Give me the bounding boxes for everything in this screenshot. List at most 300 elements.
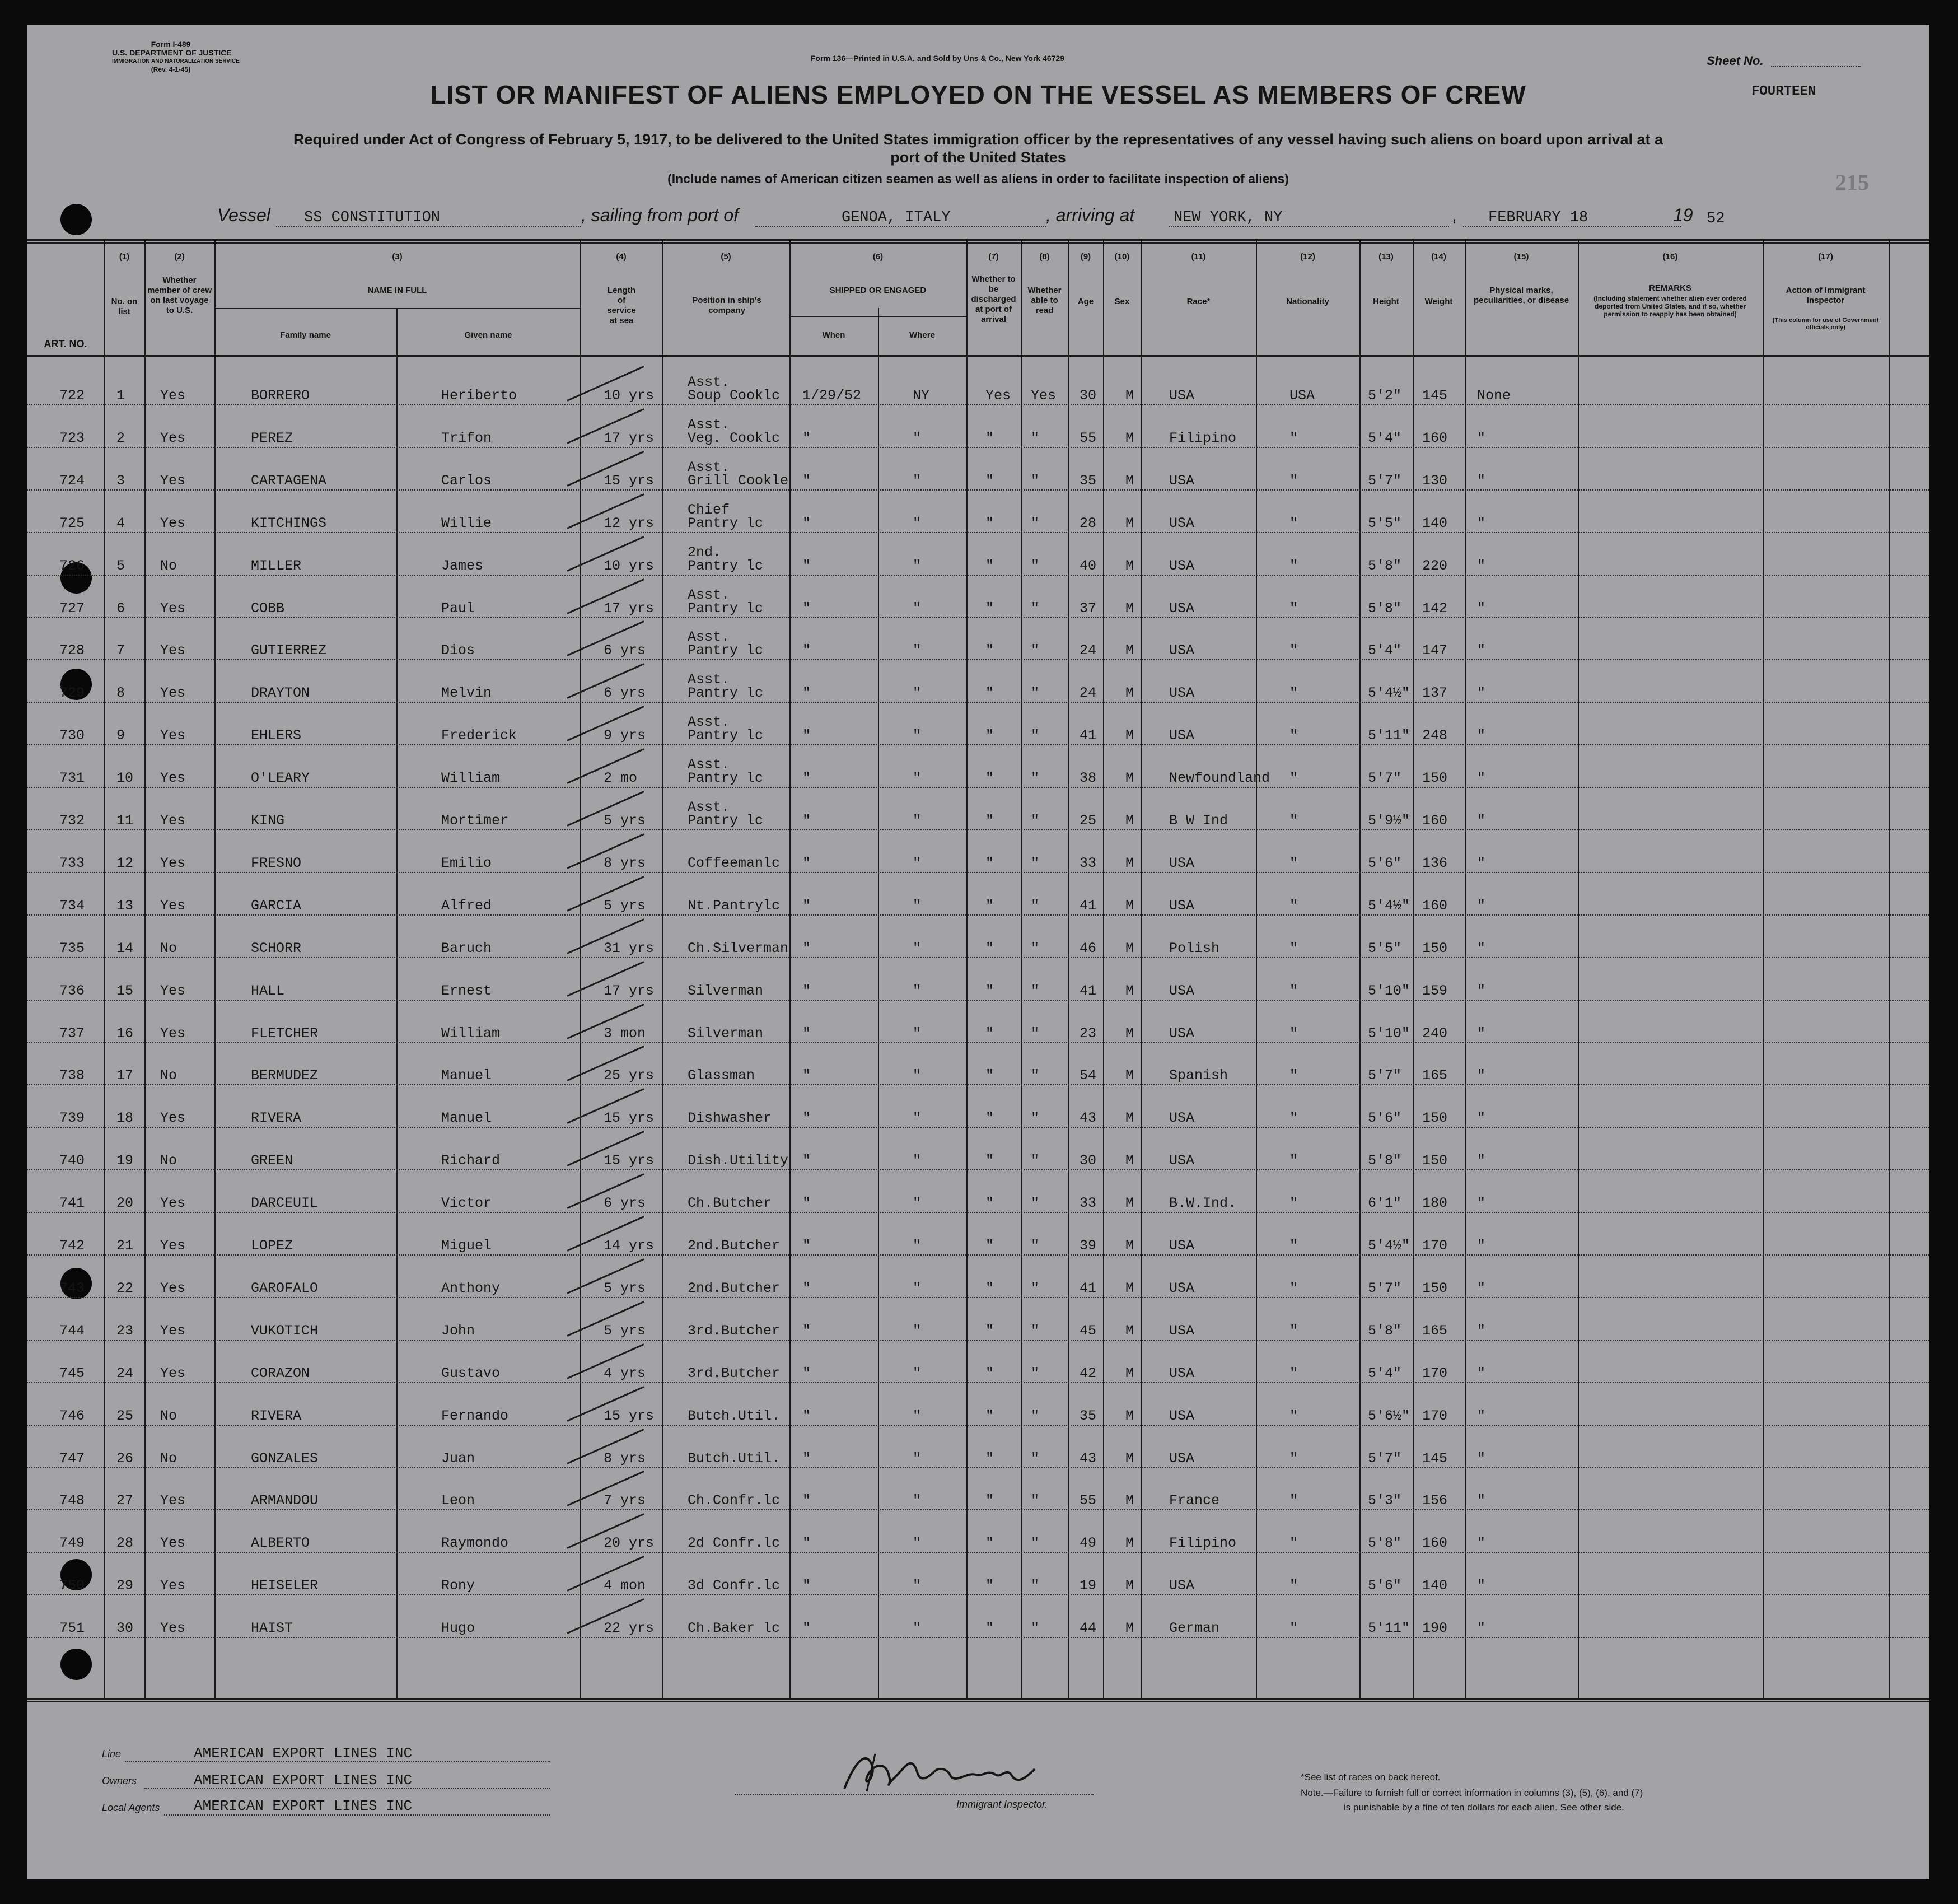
weight-cell: 190 bbox=[1422, 1620, 1448, 1637]
sex-cell: M bbox=[1125, 1620, 1134, 1637]
art-no-cell: 750 bbox=[59, 1578, 85, 1594]
height-cell: 5'5" bbox=[1368, 940, 1402, 956]
nationality-cell: " bbox=[1289, 897, 1298, 914]
weight-cell: 180 bbox=[1422, 1195, 1448, 1212]
last-voyage-cell: Yes bbox=[160, 1195, 186, 1212]
service-cell: 4 yrs bbox=[604, 1365, 646, 1382]
sex-cell: M bbox=[1125, 1322, 1134, 1339]
given-name-cell: Paul bbox=[441, 600, 475, 617]
punch-hole bbox=[60, 204, 92, 235]
sex-cell: M bbox=[1125, 1578, 1134, 1594]
row-rule bbox=[27, 1594, 1929, 1595]
weight-cell: 136 bbox=[1422, 855, 1448, 871]
service-cell: 5 yrs bbox=[604, 813, 646, 829]
physical-marks-cell: " bbox=[1477, 1578, 1486, 1594]
physical-marks-cell: " bbox=[1477, 727, 1486, 744]
given-name-cell: Leon bbox=[441, 1492, 475, 1509]
row-rule bbox=[27, 702, 1929, 703]
col-14-num: (14) bbox=[1431, 252, 1446, 262]
age-cell: 23 bbox=[1080, 1025, 1097, 1042]
height-cell: 5'8" bbox=[1368, 600, 1402, 617]
physical-marks-cell: " bbox=[1477, 1025, 1486, 1042]
row-rule bbox=[27, 1340, 1929, 1341]
shipped-when-cell: " bbox=[802, 1322, 811, 1339]
discharged-cell: " bbox=[985, 600, 994, 617]
col-16-num: (16) bbox=[1662, 252, 1678, 262]
able-to-read-cell: " bbox=[1031, 557, 1040, 574]
nationality-cell: " bbox=[1289, 1152, 1298, 1169]
given-name-cell: Richard bbox=[441, 1152, 501, 1169]
list-no-cell: 22 bbox=[116, 1280, 134, 1296]
row-rule bbox=[27, 1000, 1929, 1001]
last-voyage-cell: No bbox=[160, 1450, 177, 1467]
table-row bbox=[27, 630, 1929, 673]
nationality-cell: " bbox=[1289, 770, 1298, 787]
nationality-cell: " bbox=[1289, 472, 1298, 489]
race-cell: USA bbox=[1169, 727, 1195, 744]
table-row bbox=[27, 1140, 1929, 1183]
shipped-where-cell: " bbox=[913, 855, 922, 871]
physical-marks-cell: " bbox=[1477, 1365, 1486, 1382]
position-line2-cell: Ch.Silverman bbox=[688, 940, 789, 956]
height-cell: 5'7" bbox=[1368, 472, 1402, 489]
given-name-cell: Ernest bbox=[441, 982, 492, 999]
sex-cell: M bbox=[1125, 982, 1134, 999]
row-rule bbox=[27, 1254, 1929, 1256]
art-no-cell: 740 bbox=[59, 1152, 85, 1169]
col-13-header: Height bbox=[1373, 297, 1399, 306]
position-line2-cell: Silverman bbox=[688, 982, 764, 999]
service-cell: 17 yrs bbox=[604, 430, 655, 446]
race-cell: USA bbox=[1169, 388, 1195, 404]
position-line1-cell: Asst. bbox=[688, 799, 730, 815]
position-line2-cell: Ch.Butcher bbox=[688, 1195, 772, 1212]
discharged-cell: " bbox=[985, 1025, 994, 1042]
position-line2-cell: Pantry lc bbox=[688, 642, 764, 659]
race-cell: German bbox=[1169, 1620, 1220, 1637]
race-cell: Filipino bbox=[1169, 1535, 1237, 1552]
weight-cell: 130 bbox=[1422, 472, 1448, 489]
physical-marks-cell: None bbox=[1477, 388, 1511, 404]
col-4-header: Length of service at sea bbox=[607, 286, 636, 325]
col-15-header: Physical marks, peculiarities, or disease bbox=[1473, 286, 1569, 305]
col-6a-header: When bbox=[822, 330, 845, 340]
nationality-cell: " bbox=[1289, 1195, 1298, 1212]
physical-marks-cell: " bbox=[1477, 897, 1486, 914]
sex-cell: M bbox=[1125, 855, 1134, 871]
list-no-cell: 14 bbox=[116, 940, 134, 956]
family-name-cell: VUKOTICH bbox=[251, 1322, 319, 1339]
sheet-number: FOURTEEN bbox=[1751, 84, 1816, 99]
service-cell: 17 yrs bbox=[604, 600, 655, 617]
able-to-read-cell: " bbox=[1031, 1280, 1040, 1296]
race-cell: France bbox=[1169, 1492, 1220, 1509]
given-name-cell: Emilio bbox=[441, 855, 492, 871]
note-penalty-2: is punishable by a fine of ten dollars for each alien. See other side. bbox=[1344, 1802, 1624, 1813]
sailing-label: , sailing from port of bbox=[581, 205, 739, 225]
race-cell: USA bbox=[1169, 557, 1195, 574]
position-line2-cell: Butch.Util. bbox=[688, 1450, 781, 1467]
art-no-cell: 741 bbox=[59, 1195, 85, 1212]
height-cell: 5'8" bbox=[1368, 1322, 1402, 1339]
shipped-where-cell: " bbox=[913, 1578, 922, 1594]
race-cell: USA bbox=[1169, 897, 1195, 914]
able-to-read-cell: " bbox=[1031, 1195, 1040, 1212]
weight-cell: 150 bbox=[1422, 1152, 1448, 1169]
shipped-when-cell: " bbox=[802, 685, 811, 702]
shipped-when-cell: " bbox=[802, 982, 811, 999]
row-rule bbox=[27, 1467, 1929, 1468]
family-name-cell: DARCEUIL bbox=[251, 1195, 319, 1212]
agents-value: AMERICAN EXPORT LINES INC bbox=[194, 1798, 413, 1814]
position-line1-cell: Asst. bbox=[688, 714, 730, 731]
art-no-cell: 736 bbox=[59, 982, 85, 999]
given-name-cell: Frederick bbox=[441, 727, 517, 744]
shipped-where-cell: " bbox=[913, 1152, 922, 1169]
age-cell: 30 bbox=[1080, 1152, 1097, 1169]
physical-marks-cell: " bbox=[1477, 1535, 1486, 1552]
shipped-where-cell: " bbox=[913, 515, 922, 531]
discharged-cell: " bbox=[985, 770, 994, 787]
position-line2-cell: 2d Confr.lc bbox=[688, 1535, 781, 1552]
nationality-cell: " bbox=[1289, 940, 1298, 956]
shipped-where-cell: " bbox=[913, 1280, 922, 1296]
family-name-cell: ALBERTO bbox=[251, 1535, 310, 1552]
art-no-cell: 730 bbox=[59, 727, 85, 744]
shipped-when-cell: " bbox=[802, 557, 811, 574]
service-cell: 6 yrs bbox=[604, 1195, 646, 1212]
sex-cell: M bbox=[1125, 1152, 1134, 1169]
table-row bbox=[27, 460, 1929, 503]
shipped-when-cell: " bbox=[802, 1110, 811, 1127]
table-row bbox=[27, 418, 1929, 460]
race-cell: USA bbox=[1169, 685, 1195, 702]
family-name-cell: GREEN bbox=[251, 1152, 293, 1169]
height-cell: 5'4" bbox=[1368, 1365, 1402, 1382]
weight-cell: 160 bbox=[1422, 813, 1448, 829]
weight-cell: 147 bbox=[1422, 642, 1448, 659]
line-label: Line bbox=[102, 1748, 122, 1760]
race-cell: Filipino bbox=[1169, 430, 1237, 446]
height-cell: 5'7" bbox=[1368, 1280, 1402, 1296]
sex-cell: M bbox=[1125, 388, 1134, 404]
list-no-cell: 6 bbox=[116, 600, 125, 617]
shipped-where-cell: " bbox=[913, 1450, 922, 1467]
shipped-when-cell: " bbox=[802, 600, 811, 617]
position-line1-cell: Chief bbox=[688, 501, 730, 518]
position-line2-cell: Pantry lc bbox=[688, 515, 764, 531]
shipped-when-cell: " bbox=[802, 1578, 811, 1594]
discharged-cell: " bbox=[985, 1067, 994, 1084]
shipped-subheader-rule bbox=[789, 316, 966, 317]
nationality-cell: " bbox=[1289, 1322, 1298, 1339]
service-cell: 7 yrs bbox=[604, 1492, 646, 1509]
height-cell: 5'4" bbox=[1368, 430, 1402, 446]
discharged-cell: " bbox=[985, 1407, 994, 1424]
height-cell: 5'8" bbox=[1368, 557, 1402, 574]
col-17-note: (This column for use of Government officials only) bbox=[1772, 317, 1879, 331]
physical-marks-cell: " bbox=[1477, 600, 1486, 617]
race-cell: USA bbox=[1169, 515, 1195, 531]
race-cell: USA bbox=[1169, 1322, 1195, 1339]
last-voyage-cell: No bbox=[160, 1152, 177, 1169]
family-name-cell: GARCIA bbox=[251, 897, 302, 914]
position-line2-cell: 3rd.Butcher bbox=[688, 1365, 781, 1382]
department: U.S. DEPARTMENT OF JUSTICE bbox=[112, 48, 232, 57]
art-no-cell: 726 bbox=[59, 557, 85, 574]
given-name-cell: Raymondo bbox=[441, 1535, 509, 1552]
discharged-cell: " bbox=[985, 940, 994, 956]
discharged-cell: " bbox=[985, 1365, 994, 1382]
last-voyage-cell: Yes bbox=[160, 430, 186, 446]
able-to-read-cell: " bbox=[1031, 1238, 1040, 1254]
family-name-cell: FLETCHER bbox=[251, 1025, 319, 1042]
year-suffix: 52 bbox=[1707, 211, 1725, 227]
table-row bbox=[27, 970, 1929, 1013]
shipped-when-cell: " bbox=[802, 727, 811, 744]
form-id-block bbox=[112, 40, 240, 74]
shipped-when-cell: " bbox=[802, 1238, 811, 1254]
sex-cell: M bbox=[1125, 1238, 1134, 1254]
able-to-read-cell: " bbox=[1031, 982, 1040, 999]
family-name-cell: COBB bbox=[251, 600, 285, 617]
height-cell: 6'1" bbox=[1368, 1195, 1402, 1212]
service-cell: 6 yrs bbox=[604, 685, 646, 702]
last-voyage-cell: Yes bbox=[160, 855, 186, 871]
discharged-cell: " bbox=[985, 1620, 994, 1637]
nationality-cell: " bbox=[1289, 1238, 1298, 1254]
shipped-when-cell: 1/29/52 bbox=[802, 388, 862, 404]
nationality-cell: " bbox=[1289, 1280, 1298, 1296]
col-6-num: (6) bbox=[872, 252, 884, 262]
weight-cell: 150 bbox=[1422, 1280, 1448, 1296]
position-line2-cell: Glassman bbox=[688, 1067, 755, 1084]
list-no-cell: 3 bbox=[116, 472, 125, 489]
discharged-cell: " bbox=[985, 1152, 994, 1169]
given-name-cell: Heriberto bbox=[441, 388, 517, 404]
height-cell: 5'3" bbox=[1368, 1492, 1402, 1509]
age-cell: 30 bbox=[1080, 388, 1097, 404]
row-rule bbox=[27, 575, 1929, 576]
form-title: LIST OR MANIFEST OF ALIENS EMPLOYED ON THE VESSEL AS MEMBERS OF CREW bbox=[430, 80, 1526, 109]
nationality-cell: " bbox=[1289, 557, 1298, 574]
comma: , bbox=[1452, 205, 1457, 225]
position-line1-cell: Asst. bbox=[688, 416, 730, 433]
service-cell: 10 yrs bbox=[604, 557, 655, 574]
col-art-no: ART. NO. bbox=[44, 338, 87, 349]
physical-marks-cell: " bbox=[1477, 1067, 1486, 1084]
shipped-where-cell: " bbox=[913, 1238, 922, 1254]
col-1-num: (1) bbox=[119, 252, 130, 262]
height-cell: 5'4½" bbox=[1368, 897, 1410, 914]
family-name-cell: O'LEARY bbox=[251, 770, 310, 787]
age-cell: 24 bbox=[1080, 685, 1097, 702]
able-to-read-cell: " bbox=[1031, 1620, 1040, 1637]
weight-cell: 170 bbox=[1422, 1238, 1448, 1254]
list-no-cell: 26 bbox=[116, 1450, 134, 1467]
physical-marks-cell: " bbox=[1477, 1238, 1486, 1254]
shipped-when-cell: " bbox=[802, 515, 811, 531]
last-voyage-cell: Yes bbox=[160, 1578, 186, 1594]
service-cell: 5 yrs bbox=[604, 1322, 646, 1339]
table-row bbox=[27, 503, 1929, 545]
list-no-cell: 5 bbox=[116, 557, 125, 574]
col-8-num: (8) bbox=[1039, 252, 1050, 262]
service-cell: 15 yrs bbox=[604, 472, 655, 489]
last-voyage-cell: Yes bbox=[160, 813, 186, 829]
discharged-cell: " bbox=[985, 472, 994, 489]
service-cell: 31 yrs bbox=[604, 940, 655, 956]
able-to-read-cell: " bbox=[1031, 1535, 1040, 1552]
vessel-name: SS CONSTITUTION bbox=[304, 209, 441, 226]
position-line1-cell: Asst. bbox=[688, 459, 730, 475]
last-voyage-cell: Yes bbox=[160, 1238, 186, 1254]
nationality-cell: " bbox=[1289, 1492, 1298, 1509]
shipped-when-cell: " bbox=[802, 1365, 811, 1382]
discharged-cell: " bbox=[985, 813, 994, 829]
art-no-cell: 731 bbox=[59, 770, 85, 787]
position-line2-cell: Coffeemanlc bbox=[688, 855, 781, 871]
row-rule bbox=[27, 957, 1929, 958]
service-cell: 3 mon bbox=[604, 1025, 646, 1042]
weight-cell: 160 bbox=[1422, 897, 1448, 914]
shipped-where-cell: " bbox=[913, 1067, 922, 1084]
row-rule bbox=[27, 1127, 1929, 1128]
family-name-cell: GUTIERREZ bbox=[251, 642, 327, 659]
nationality-cell: " bbox=[1289, 430, 1298, 446]
col-16-header: REMARKS bbox=[1649, 283, 1691, 293]
height-cell: 5'10" bbox=[1368, 982, 1410, 999]
last-voyage-cell: No bbox=[160, 1407, 177, 1424]
service-cell: 2 mo bbox=[604, 770, 638, 787]
race-cell: USA bbox=[1169, 1280, 1195, 1296]
age-cell: 35 bbox=[1080, 1407, 1097, 1424]
race-cell: USA bbox=[1169, 1407, 1195, 1424]
list-no-cell: 20 bbox=[116, 1195, 134, 1212]
discharged-cell: " bbox=[985, 982, 994, 999]
shipped-when-cell: " bbox=[802, 813, 811, 829]
given-name-cell: Miguel bbox=[441, 1238, 492, 1254]
sex-cell: M bbox=[1125, 642, 1134, 659]
service-cell: 10 yrs bbox=[604, 388, 655, 404]
nationality-cell: " bbox=[1289, 982, 1298, 999]
sex-cell: M bbox=[1125, 770, 1134, 787]
col-12-num: (12) bbox=[1300, 252, 1315, 262]
position-line2-cell: 2nd.Butcher bbox=[688, 1280, 781, 1296]
physical-marks-cell: " bbox=[1477, 940, 1486, 956]
age-cell: 55 bbox=[1080, 430, 1097, 446]
weight-cell: 145 bbox=[1422, 1450, 1448, 1467]
inspector-signature bbox=[833, 1744, 1057, 1800]
physical-marks-cell: " bbox=[1477, 1152, 1486, 1169]
list-no-cell: 1 bbox=[116, 388, 125, 404]
nationality-cell: " bbox=[1289, 1110, 1298, 1127]
service-cell: 9 yrs bbox=[604, 727, 646, 744]
discharged-cell: " bbox=[985, 515, 994, 531]
position-line2-cell: Veg. Cooklc bbox=[688, 430, 781, 446]
sex-cell: M bbox=[1125, 472, 1134, 489]
family-name-cell: CORAZON bbox=[251, 1365, 310, 1382]
able-to-read-cell: " bbox=[1031, 1578, 1040, 1594]
sex-cell: M bbox=[1125, 600, 1134, 617]
table-row bbox=[27, 1480, 1929, 1523]
list-no-cell: 23 bbox=[116, 1322, 134, 1339]
row-rule bbox=[27, 872, 1929, 873]
race-cell: USA bbox=[1169, 855, 1195, 871]
row-rule bbox=[27, 1382, 1929, 1383]
sex-cell: M bbox=[1125, 1110, 1134, 1127]
age-cell: 46 bbox=[1080, 940, 1097, 956]
family-name-cell: GONZALES bbox=[251, 1450, 319, 1467]
service-cell: 14 yrs bbox=[604, 1238, 655, 1254]
art-no-cell: 738 bbox=[59, 1067, 85, 1084]
subtitle-1: Required under Act of Congress of February 5, 1917, to be delivered to the United States immigration officer by the representatives of any vessel having such aliens on board upon arrival at a bbox=[293, 131, 1663, 148]
col-3-header: NAME IN FULL bbox=[367, 286, 427, 295]
sex-cell: M bbox=[1125, 1067, 1134, 1084]
discharged-cell: " bbox=[985, 557, 994, 574]
race-cell: USA bbox=[1169, 1238, 1195, 1254]
given-name-cell: Victor bbox=[441, 1195, 492, 1212]
family-name-cell: FRESNO bbox=[251, 855, 302, 871]
weight-cell: 150 bbox=[1422, 940, 1448, 956]
list-no-cell: 28 bbox=[116, 1535, 134, 1552]
service: IMMIGRATION AND NATURALIZATION SERVICE bbox=[112, 58, 240, 64]
table-row bbox=[27, 928, 1929, 970]
shipped-where-cell: " bbox=[913, 1492, 922, 1509]
age-cell: 40 bbox=[1080, 557, 1097, 574]
col-9-num: (9) bbox=[1080, 252, 1091, 262]
height-cell: 5'4½" bbox=[1368, 685, 1410, 702]
given-name-cell: Melvin bbox=[441, 685, 492, 702]
shipped-when-cell: " bbox=[802, 1535, 811, 1552]
service-cell: 12 yrs bbox=[604, 515, 655, 531]
physical-marks-cell: " bbox=[1477, 430, 1486, 446]
last-voyage-cell: Yes bbox=[160, 897, 186, 914]
family-name-cell: PEREZ bbox=[251, 430, 293, 446]
list-no-cell: 27 bbox=[116, 1492, 134, 1509]
discharged-cell: " bbox=[985, 685, 994, 702]
subtitle-2: port of the United States bbox=[890, 149, 1066, 166]
shipped-when-cell: " bbox=[802, 770, 811, 787]
col-10-header: Sex bbox=[1114, 297, 1130, 306]
col-9-header: Age bbox=[1077, 297, 1094, 306]
age-cell: 55 bbox=[1080, 1492, 1097, 1509]
position-line2-cell: Grill Cookle bbox=[688, 472, 789, 489]
service-cell: 22 yrs bbox=[604, 1620, 655, 1637]
position-line2-cell: 3d Confr.lc bbox=[688, 1578, 781, 1594]
name-subheader-rule bbox=[214, 308, 580, 309]
family-name-cell: GAROFALO bbox=[251, 1280, 319, 1296]
family-name-cell: RIVERA bbox=[251, 1110, 302, 1127]
discharged-cell: " bbox=[985, 1450, 994, 1467]
race-cell: Spanish bbox=[1169, 1067, 1228, 1084]
nationality-cell: " bbox=[1289, 515, 1298, 531]
height-cell: 5'7" bbox=[1368, 1450, 1402, 1467]
sex-cell: M bbox=[1125, 727, 1134, 744]
nationality-cell: " bbox=[1289, 685, 1298, 702]
last-voyage-cell: Yes bbox=[160, 1365, 186, 1382]
last-voyage-cell: No bbox=[160, 557, 177, 574]
given-name-cell: Trifon bbox=[441, 430, 492, 446]
art-no-cell: 737 bbox=[59, 1025, 85, 1042]
family-name-cell: RIVERA bbox=[251, 1407, 302, 1424]
discharged-cell: " bbox=[985, 1535, 994, 1552]
weight-cell: 142 bbox=[1422, 600, 1448, 617]
position-line2-cell: Pantry lc bbox=[688, 727, 764, 744]
race-cell: USA bbox=[1169, 982, 1195, 999]
position-line2-cell: Dishwasher bbox=[688, 1110, 772, 1127]
position-line2-cell: Pantry lc bbox=[688, 813, 764, 829]
